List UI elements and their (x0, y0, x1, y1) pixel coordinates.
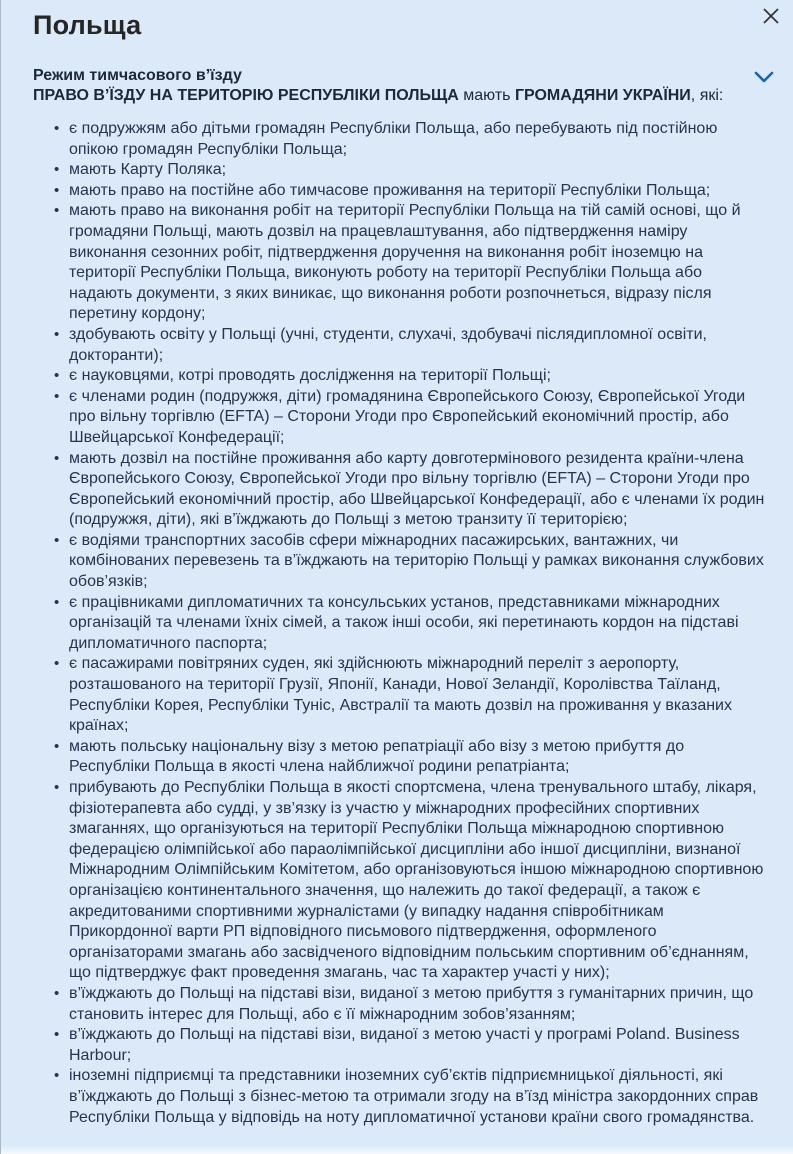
list-item: • мають право на виконання робіт на території Республіки Польща на тій самій основі, що й громадяни Польщі, мають дозвіл на працевлаштування, або підтвердження наміру виконання сезонних робіт, підтвердження доручення на виконання робіт іноземцю на території Республіки Польща, виконують роботу на території Республіки Польща або надають документи, з яких виникає, що виконання роботи розпочнеться, відразу після перетину кордону; (69, 201, 765, 325)
list-item: • іноземні підприємці та представники іноземних суб’єктів підприємницької діяльності, які в’їжджають до Польщі з бізнес-метою та отримали згоду на в’їзд міністра закордонних справ Республіки Польща у відповідь на ноту дипломатичної установи країни свого громадянства. (69, 1066, 765, 1128)
citizens-bold: ГРОМАДЯНИ УКРАЇНИ (514, 87, 691, 104)
page-title: Польща (33, 10, 142, 40)
entry-right-line (33, 86, 733, 106)
list-item: • в’їжджають до Польщі на підставі візи, виданої з метою прибуття з гуманітарних причин, що становить інтерес для Польщі, або є її міжнародним зобов’язанням; (69, 984, 765, 1025)
list-item: • мають Карту Поляка; (69, 160, 765, 181)
section-header (33, 66, 733, 106)
entry-right-normal: мають (458, 87, 515, 104)
list-item: • є працівниками дипломатичних та консульських установ, представниками міжнародних організацій та членами їхніх сімей, а також інші особи, які перетинають кордон на підставі дипломатичного паспорта; (69, 593, 765, 655)
list-item: • мають право на постійне або тимчасове проживання на території Республіки Польща; (69, 181, 765, 202)
list-item: • є подружжям або дітьми громадян Республіки Польща, або перебувають під постійною опікою громадян Республіки Польща; (69, 119, 765, 160)
list-item: • мають польську національну візу з метою репатріації або візу з метою прибуття до Республіки Польща в якості члена найближчої родини репатріанта; (69, 737, 765, 778)
list-item: • мають дозвіл на постійне проживання або карту довготермінового резидента країни-члена Європейського Союзу, Європейської Угоди про вільну торгівлю (EFTA) – Сторони Угоди про Європейський економічний простір, або Швейцарської Конфедерації, або є членами їх родин (подружжя, діти), які в’їжджають до Польщі з метою транзиту її територією; (69, 449, 765, 531)
list-item: • є водіями транспортних засобів сфери міжнародних пасажирських, вантажних, чи комбінованих перевезень та в’їжджають на територію Польщі у рамках виконання службових обов’язків; (69, 531, 765, 593)
entry-right-suffix: , які: (690, 87, 724, 104)
list-item: • є членами родин (подружжя, діти) громадянина Європейського Союзу, Європейської Угоди про вільну торгівлю (EFTA) – Сторони Угоди про Європейський економічний простір, або Швейцарської Конфедерації; (69, 387, 765, 449)
list-item: • прибувають до Республіки Польща в якості спортсмена, члена тренувального штабу, лікаря, фізіотерапевта або судді, у зв’язку із участю у міжнародних професійних спортивних змаганнях, що організуються на території Республіки Польща міжнародною спортивною федерацією олімпійської або параолімпійської дисципліни або іншої дисципліни, визнаної Міжнародним Олімпійським Комітетом, або організовуються іншою міжнародною спортивною організацією континентального значення, що належить до такої федерації, а також є акредитованими спортивними журналістами (у випадку надання співробітникам Прикордонної варти РП відповідного письмового підтвердження, оформленого організаторами змагань або засвідченого відповідним польським спортивним об’єднанням, що підтверджує факт проведення змагань, час та характер участі у них); (69, 778, 765, 984)
list-item: • є науковцями, котрі проводять дослідження на території Польщі; (69, 366, 765, 387)
list-item: • в’їжджають до Польщі на підставі візи, виданої з метою участі у програмі Poland. Business Harbour; (69, 1025, 765, 1066)
list-item: • є пасажирами повітряних суден, які здійснюють міжнародний переліт з аеропорту, розташованого на території Грузії, Японії, Канади, Нової Зеландії, Королівства Таїланд, Республіки Корея, Республіки Туніс, Австралії та мають дозвіл на проживання у вказаних країнах; (69, 654, 765, 736)
panel-content (1, 0, 793, 1154)
entry-right-bold: ПРАВО В’ЇЗДУ НА ТЕРИТОРІЮ РЕСПУБЛІКИ ПОЛЬЩА (33, 87, 459, 104)
entry-conditions-list (33, 119, 765, 1128)
list-item: • здобувають освіту у Польщі (учні, студенти, слухачі, здобувачі післядипломної освіти, докторанти); (69, 325, 765, 366)
regime-label: Режим тимчасового в’їзду (33, 67, 242, 84)
